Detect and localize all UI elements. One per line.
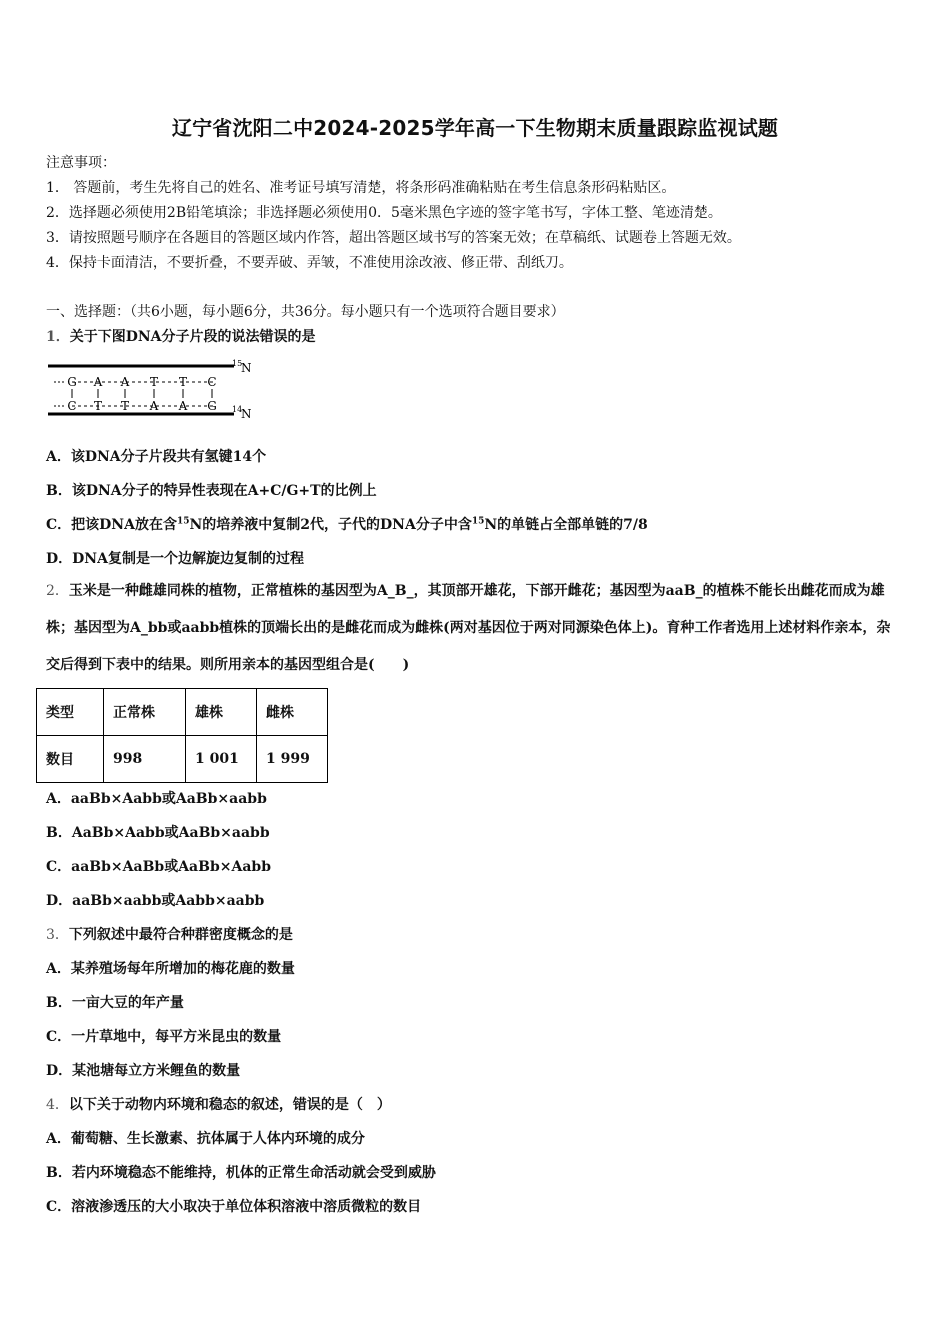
q2-stem-text: 玉米是一种雌雄同株的植物，正常植株的基因型为A_B_，其顶部开雄花，下部开雌花；基因型为aaB_的植株不能长出雌花而成为雄株；基因型为A_bb或aabb植株的顶端长出的是雌花而成为雌株(两对基因位于两对同源染色体上)。育种工作者选用上述材料作亲本，杂交后得到下表中的结果。则所用亲本的基因型组合是( ) — [46, 583, 891, 673]
q2-result-table — [36, 688, 328, 783]
q1-option-c-sup: 15 — [176, 516, 190, 527]
table-row — [37, 736, 328, 783]
q1-option-a: A．该DNA分子片段共有氢键14个 — [46, 449, 267, 465]
q2-stem — [46, 573, 902, 684]
q2-number: 2． — [46, 583, 69, 599]
q4-number: 4． — [46, 1097, 69, 1113]
table-cell: 1 001 — [186, 736, 257, 783]
q2-option-a: A．aaBb×Aabb或AaBb×aabb — [46, 791, 267, 807]
q1-option-c-part: N的单链占全部单链的7/8 — [484, 517, 648, 533]
q3-stem-text: 下列叙述中最符合种群密度概念的是 — [68, 927, 293, 943]
bottom-base: A — [178, 399, 188, 413]
q4-option-a: A．葡萄糖、生长激素、抗体属于人体内环境的成分 — [46, 1131, 365, 1147]
document-title: 辽宁省沈阳二中2024-2025学年高一下生物期末质量跟踪监视试题 — [171, 116, 779, 140]
bottom-isotope-symbol: N — [241, 407, 252, 421]
q3-stem — [46, 924, 293, 944]
section-heading: 一、选择题：（共6小题，每小题6分，共36分。每小题只有一个选项符合题目要求） — [46, 304, 565, 320]
q1-stem — [46, 326, 316, 346]
q3-number: 3． — [46, 927, 69, 943]
q4-option-c: C．溶液渗透压的大小取决于单位体积溶液中溶质微粒的数目 — [46, 1199, 422, 1215]
notice-item: 3．请按照题号顺序在各题目的答题区域内作答，超出答题区域书写的答案无效；在草稿纸、试题卷上答题无效。 — [46, 230, 741, 246]
bottom-isotope-mass: 14 — [232, 405, 243, 414]
q1-option-c-part: N的培养液中复制2代，子代的DNA分子中含 — [189, 517, 472, 533]
top-base: T — [149, 375, 159, 389]
table-cell: 类型 — [37, 689, 104, 736]
table-cell: 正常株 — [104, 689, 186, 736]
q3-option-b: B．一亩大豆的年产量 — [46, 995, 184, 1011]
q2-option-c: C．aaBb×AaBb或AaBb×Aabb — [46, 859, 271, 875]
bottom-base: A — [149, 399, 159, 413]
table-cell: 雌株 — [257, 689, 328, 736]
q4-option-b: B．若内环境稳态不能维持，机体的正常生命活动就会受到威胁 — [46, 1165, 436, 1181]
top-base: C — [207, 375, 217, 389]
top-base: T — [178, 375, 188, 389]
q1-option-b: B．该DNA分子的特异性表现在A+C/G+T的比例上 — [46, 483, 377, 499]
table-header-row — [37, 689, 328, 736]
q3-option-d: D．某池塘每立方米鲤鱼的数量 — [46, 1063, 241, 1079]
table-cell: 1 999 — [257, 736, 328, 783]
top-base: A — [93, 375, 103, 389]
q4-stem — [46, 1094, 391, 1114]
q1-number: 1． — [46, 329, 70, 345]
top-isotope-symbol: N — [241, 361, 252, 375]
top-base: G — [67, 375, 77, 389]
q3-option-c: C．一片草地中，每平方米昆虫的数量 — [46, 1029, 282, 1045]
table-cell: 数目 — [37, 736, 104, 783]
dna-fragment-figure — [46, 356, 276, 426]
table-cell: 998 — [104, 736, 186, 783]
q1-option-d: D．DNA复制是一个边解旋边复制的过程 — [46, 551, 304, 567]
q1-option-c-sup: 15 — [471, 516, 485, 527]
bottom-base: T — [120, 399, 130, 413]
table-cell: 雄株 — [186, 689, 257, 736]
q1-option-c — [46, 514, 648, 534]
q1-stem-text: 关于下图DNA分子片段的说法错误的是 — [69, 329, 316, 345]
q3-option-a: A．某养殖场每年所增加的梅花鹿的数量 — [46, 961, 295, 977]
notice-item: 4．保持卡面清洁，不要折叠，不要弄破、弄皱，不准使用涂改液、修正带、刮纸刀。 — [46, 255, 573, 271]
notice-item: 1． 答题前，考生先将自己的姓名、准考证号填写清楚，将条形码准确粘贴在考生信息条形码粘贴区。 — [46, 180, 676, 196]
q4-stem-text: 以下关于动物内环境和稳态的叙述，错误的是（ ） — [68, 1097, 391, 1113]
q2-option-b: B．AaBb×Aabb或AaBb×aabb — [46, 825, 270, 841]
q2-option-d: D．aaBb×aabb或Aabb×aabb — [46, 893, 265, 909]
top-isotope-mass: 15 — [232, 359, 243, 368]
bottom-base: T — [93, 399, 103, 413]
q1-option-c-part: C．把该DNA放在含 — [46, 517, 177, 533]
bottom-base: C — [67, 399, 77, 413]
top-base: A — [120, 375, 130, 389]
bottom-base: G — [207, 399, 217, 413]
notice-item: 2．选择题必须使用2B铅笔填涂；非选择题必须使用0．5毫米黑色字迹的签字笔书写，字体工整、笔迹清楚。 — [46, 205, 722, 221]
notice-heading: 注意事项： — [46, 155, 116, 171]
